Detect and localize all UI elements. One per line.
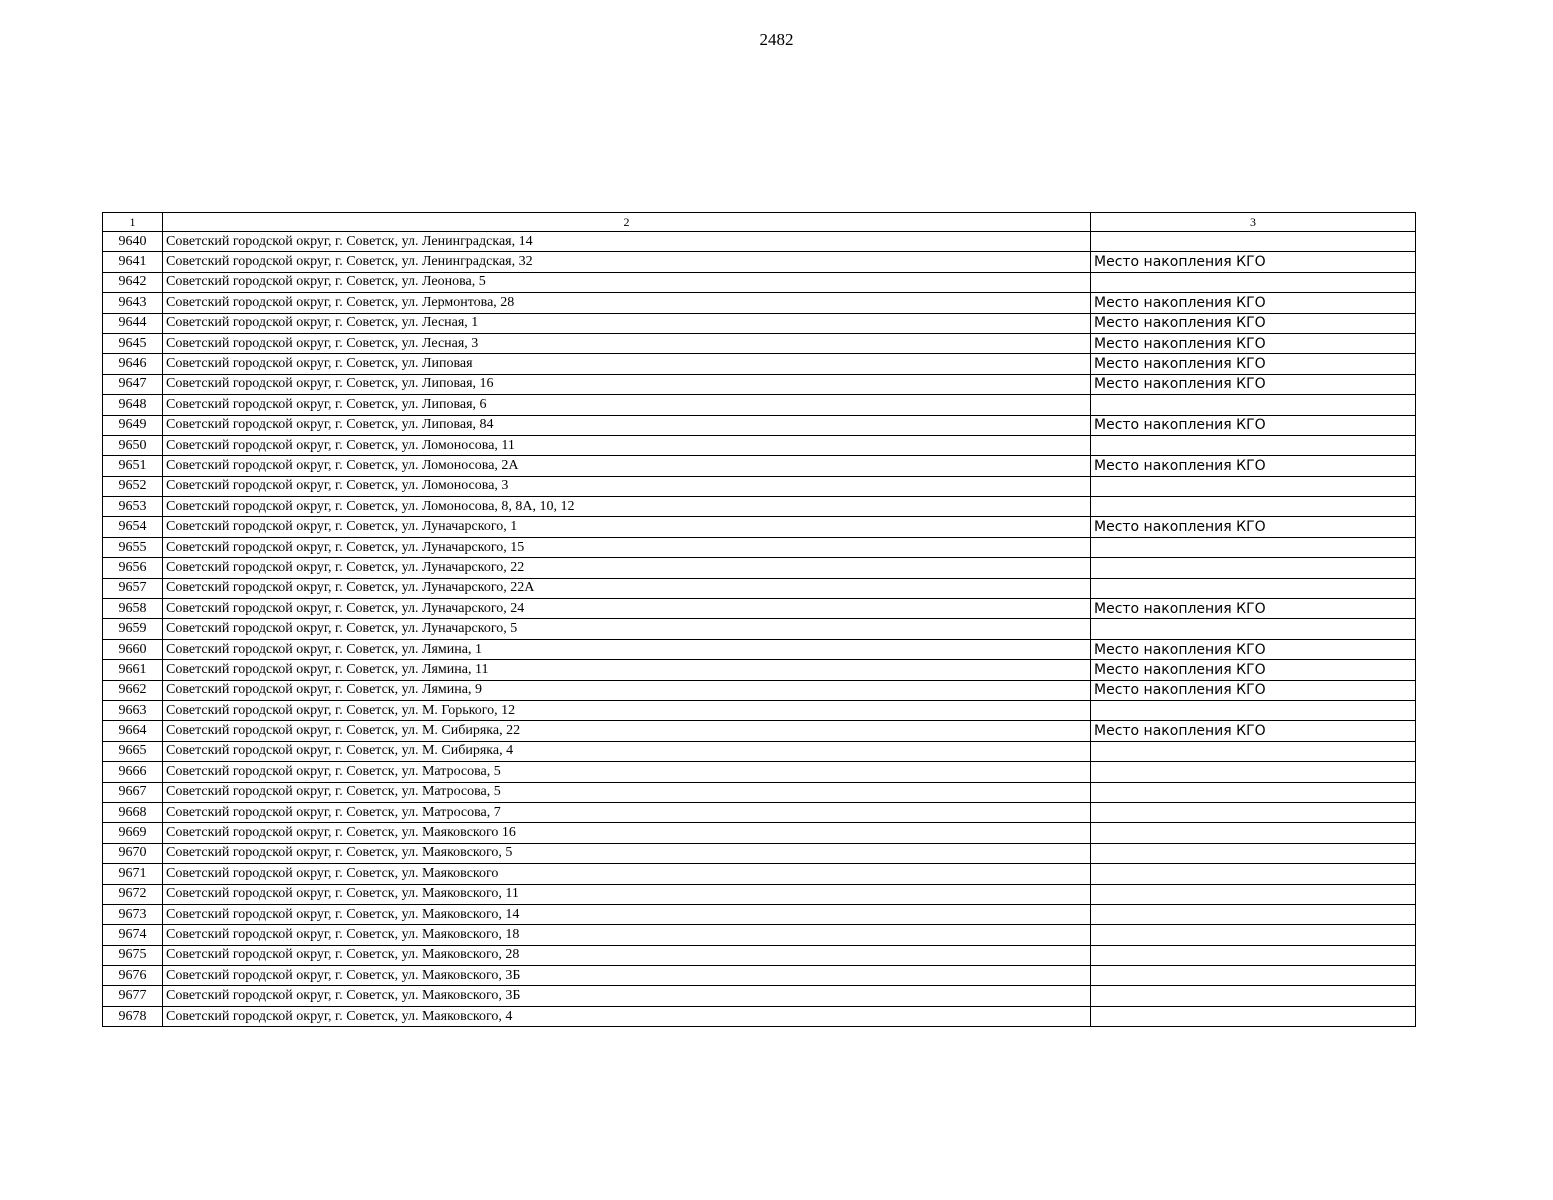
row-address: Советский городской округ, г. Советск, ул. Маяковского: [163, 864, 1091, 884]
row-address: Советский городской округ, г. Советск, ул. Липовая: [163, 354, 1091, 374]
row-address: Советский городской округ, г. Советск, ул. Лесная, 3: [163, 333, 1091, 353]
row-address: Советский городской округ, г. Советск, ул. Лямина, 9: [163, 680, 1091, 700]
column-header-address: 2: [163, 213, 1091, 232]
row-note: [1091, 232, 1416, 252]
table-row: [103, 802, 1416, 822]
table-row: [103, 354, 1416, 374]
row-number: 9665: [103, 741, 163, 761]
row-address: Советский городской округ, г. Советск, ул. Ленинградская, 14: [163, 232, 1091, 252]
row-number: 9666: [103, 762, 163, 782]
row-number: 9668: [103, 802, 163, 822]
row-note: [1091, 904, 1416, 924]
row-address: Советский городской округ, г. Советск, ул. Липовая, 6: [163, 395, 1091, 415]
row-address: Советский городской округ, г. Советск, ул. Матросова, 7: [163, 802, 1091, 822]
row-number: 9657: [103, 578, 163, 598]
row-number: 9675: [103, 945, 163, 965]
row-number: 9647: [103, 374, 163, 394]
row-note: [1091, 1006, 1416, 1026]
table-row: [103, 537, 1416, 557]
row-number: 9677: [103, 986, 163, 1006]
row-address: Советский городской округ, г. Советск, ул. М. Сибиряка, 22: [163, 721, 1091, 741]
table-row: [103, 313, 1416, 333]
row-note: Место накопления КГО: [1091, 721, 1416, 741]
row-number: 9642: [103, 272, 163, 292]
table-row: [103, 741, 1416, 761]
table-row: [103, 619, 1416, 639]
row-address: Советский городской округ, г. Советск, ул. Луначарского, 1: [163, 517, 1091, 537]
table-row: [103, 395, 1416, 415]
row-note: [1091, 945, 1416, 965]
row-address: Советский городской округ, г. Советск, ул. Луначарского, 24: [163, 599, 1091, 619]
column-header-note: 3: [1091, 213, 1416, 232]
table-row: [103, 232, 1416, 252]
row-number: 9641: [103, 252, 163, 272]
row-address: Советский городской округ, г. Советск, ул. Луначарского, 22: [163, 558, 1091, 578]
row-address: Советский городской округ, г. Советск, ул. М. Сибиряка, 4: [163, 741, 1091, 761]
row-note: Место накопления КГО: [1091, 599, 1416, 619]
table-row: [103, 884, 1416, 904]
table-row: [103, 864, 1416, 884]
row-note: [1091, 537, 1416, 557]
row-address: Советский городской округ, г. Советск, ул. Матросова, 5: [163, 762, 1091, 782]
table-row: [103, 680, 1416, 700]
row-number: 9653: [103, 497, 163, 517]
row-number: 9672: [103, 884, 163, 904]
row-note: [1091, 578, 1416, 598]
row-note: [1091, 966, 1416, 986]
row-address: Советский городской округ, г. Советск, ул. Луначарского, 15: [163, 537, 1091, 557]
table-body: [103, 232, 1416, 1027]
row-number: 9669: [103, 823, 163, 843]
row-note: Место накопления КГО: [1091, 660, 1416, 680]
row-number: 9667: [103, 782, 163, 802]
table-row: [103, 1006, 1416, 1026]
table-row: [103, 252, 1416, 272]
row-address: Советский городской округ, г. Советск, ул. Маяковского, 11: [163, 884, 1091, 904]
row-note: [1091, 843, 1416, 863]
row-number: 9650: [103, 435, 163, 455]
row-note: Место накопления КГО: [1091, 374, 1416, 394]
table-row: [103, 639, 1416, 659]
row-note: Место накопления КГО: [1091, 333, 1416, 353]
row-note: [1091, 925, 1416, 945]
row-number: 9670: [103, 843, 163, 863]
row-address: Советский городской округ, г. Советск, ул. Ломоносова, 3: [163, 476, 1091, 496]
row-number: 9674: [103, 925, 163, 945]
table-row: [103, 945, 1416, 965]
row-number: 9655: [103, 537, 163, 557]
table-row: [103, 456, 1416, 476]
table-row: [103, 558, 1416, 578]
table-row: [103, 925, 1416, 945]
row-address: Советский городской округ, г. Советск, ул. Лямина, 1: [163, 639, 1091, 659]
table-row: [103, 599, 1416, 619]
row-address: Советский городской округ, г. Советск, ул. Ломоносова, 8, 8А, 10, 12: [163, 497, 1091, 517]
row-note: [1091, 762, 1416, 782]
row-number: 9649: [103, 415, 163, 435]
column-header-number: 1: [103, 213, 163, 232]
row-note: [1091, 884, 1416, 904]
row-number: 9648: [103, 395, 163, 415]
row-note: [1091, 435, 1416, 455]
row-number: 9645: [103, 333, 163, 353]
table-row: [103, 333, 1416, 353]
row-address: Советский городской округ, г. Советск, ул. Ленинградская, 32: [163, 252, 1091, 272]
table-row: [103, 435, 1416, 455]
page-number: 2482: [759, 30, 794, 49]
row-number: 9652: [103, 476, 163, 496]
row-address: Советский городской округ, г. Советск, ул. Маяковского, 3Б: [163, 966, 1091, 986]
row-address: Советский городской округ, г. Советск, ул. Матросова, 5: [163, 782, 1091, 802]
table-row: [103, 843, 1416, 863]
table-row: [103, 762, 1416, 782]
row-number: 9660: [103, 639, 163, 659]
row-note: [1091, 476, 1416, 496]
row-address: Советский городской округ, г. Советск, ул. Маяковского, 4: [163, 1006, 1091, 1026]
row-address: Советский городской округ, г. Советск, ул. Лермонтова, 28: [163, 293, 1091, 313]
row-address: Советский городской округ, г. Советск, ул. Ломоносова, 11: [163, 435, 1091, 455]
table-row: [103, 497, 1416, 517]
row-note: [1091, 741, 1416, 761]
row-address: Советский городской округ, г. Советск, ул. Маяковского, 28: [163, 945, 1091, 965]
table-row: [103, 700, 1416, 720]
row-address: Советский городской округ, г. Советск, ул. Маяковского, 14: [163, 904, 1091, 924]
row-address: Советский городской округ, г. Советск, ул. Липовая, 84: [163, 415, 1091, 435]
row-note: Место накопления КГО: [1091, 415, 1416, 435]
table-header-row: [103, 213, 1416, 232]
row-note: [1091, 272, 1416, 292]
table-row: [103, 782, 1416, 802]
table-row: [103, 721, 1416, 741]
row-note: [1091, 864, 1416, 884]
registry-table: [102, 212, 1416, 1027]
row-address: Советский городской округ, г. Советск, ул. Маяковского, 3Б: [163, 986, 1091, 1006]
row-address: Советский городской округ, г. Советск, ул. Луначарского, 22А: [163, 578, 1091, 598]
row-note: Место накопления КГО: [1091, 680, 1416, 700]
table-row: [103, 823, 1416, 843]
row-number: 9661: [103, 660, 163, 680]
row-note: Место накопления КГО: [1091, 293, 1416, 313]
row-address: Советский городской округ, г. Советск, ул. Ломоносова, 2А: [163, 456, 1091, 476]
table-row: [103, 517, 1416, 537]
row-number: 9662: [103, 680, 163, 700]
row-note: Место накопления КГО: [1091, 354, 1416, 374]
row-note: [1091, 619, 1416, 639]
row-number: 9656: [103, 558, 163, 578]
table-row: [103, 293, 1416, 313]
row-number: 9664: [103, 721, 163, 741]
row-note: [1091, 986, 1416, 1006]
table-row: [103, 476, 1416, 496]
row-address: Советский городской округ, г. Советск, ул. Маяковского, 18: [163, 925, 1091, 945]
table-row: [103, 904, 1416, 924]
row-note: Место накопления КГО: [1091, 252, 1416, 272]
row-note: Место накопления КГО: [1091, 313, 1416, 333]
row-address: Советский городской округ, г. Советск, ул. М. Горького, 12: [163, 700, 1091, 720]
row-note: [1091, 823, 1416, 843]
row-address: Советский городской округ, г. Советск, ул. Маяковского, 5: [163, 843, 1091, 863]
row-address: Советский городской округ, г. Советск, ул. Луначарского, 5: [163, 619, 1091, 639]
table-row: [103, 415, 1416, 435]
table-row: [103, 986, 1416, 1006]
row-number: 9644: [103, 313, 163, 333]
table-row: [103, 578, 1416, 598]
row-number: 9658: [103, 599, 163, 619]
row-address: Советский городской округ, г. Советск, ул. Леонова, 5: [163, 272, 1091, 292]
row-number: 9676: [103, 966, 163, 986]
row-number: 9663: [103, 700, 163, 720]
row-number: 9659: [103, 619, 163, 639]
table-row: [103, 374, 1416, 394]
row-number: 9671: [103, 864, 163, 884]
row-address: Советский городской округ, г. Советск, ул. Маяковского 16: [163, 823, 1091, 843]
table-row: [103, 272, 1416, 292]
row-number: 9646: [103, 354, 163, 374]
row-note: Место накопления КГО: [1091, 639, 1416, 659]
row-note: [1091, 700, 1416, 720]
table-row: [103, 660, 1416, 680]
row-note: Место накопления КГО: [1091, 456, 1416, 476]
row-note: Место накопления КГО: [1091, 517, 1416, 537]
row-number: 9651: [103, 456, 163, 476]
row-address: Советский городской округ, г. Советск, ул. Липовая, 16: [163, 374, 1091, 394]
row-note: [1091, 558, 1416, 578]
row-note: [1091, 782, 1416, 802]
row-number: 9673: [103, 904, 163, 924]
row-number: 9640: [103, 232, 163, 252]
row-note: [1091, 497, 1416, 517]
row-number: 9643: [103, 293, 163, 313]
table-row: [103, 966, 1416, 986]
row-address: Советский городской округ, г. Советск, ул. Лесная, 1: [163, 313, 1091, 333]
row-number: 9678: [103, 1006, 163, 1026]
row-number: 9654: [103, 517, 163, 537]
row-note: [1091, 395, 1416, 415]
row-address: Советский городской округ, г. Советск, ул. Лямина, 11: [163, 660, 1091, 680]
row-note: [1091, 802, 1416, 822]
